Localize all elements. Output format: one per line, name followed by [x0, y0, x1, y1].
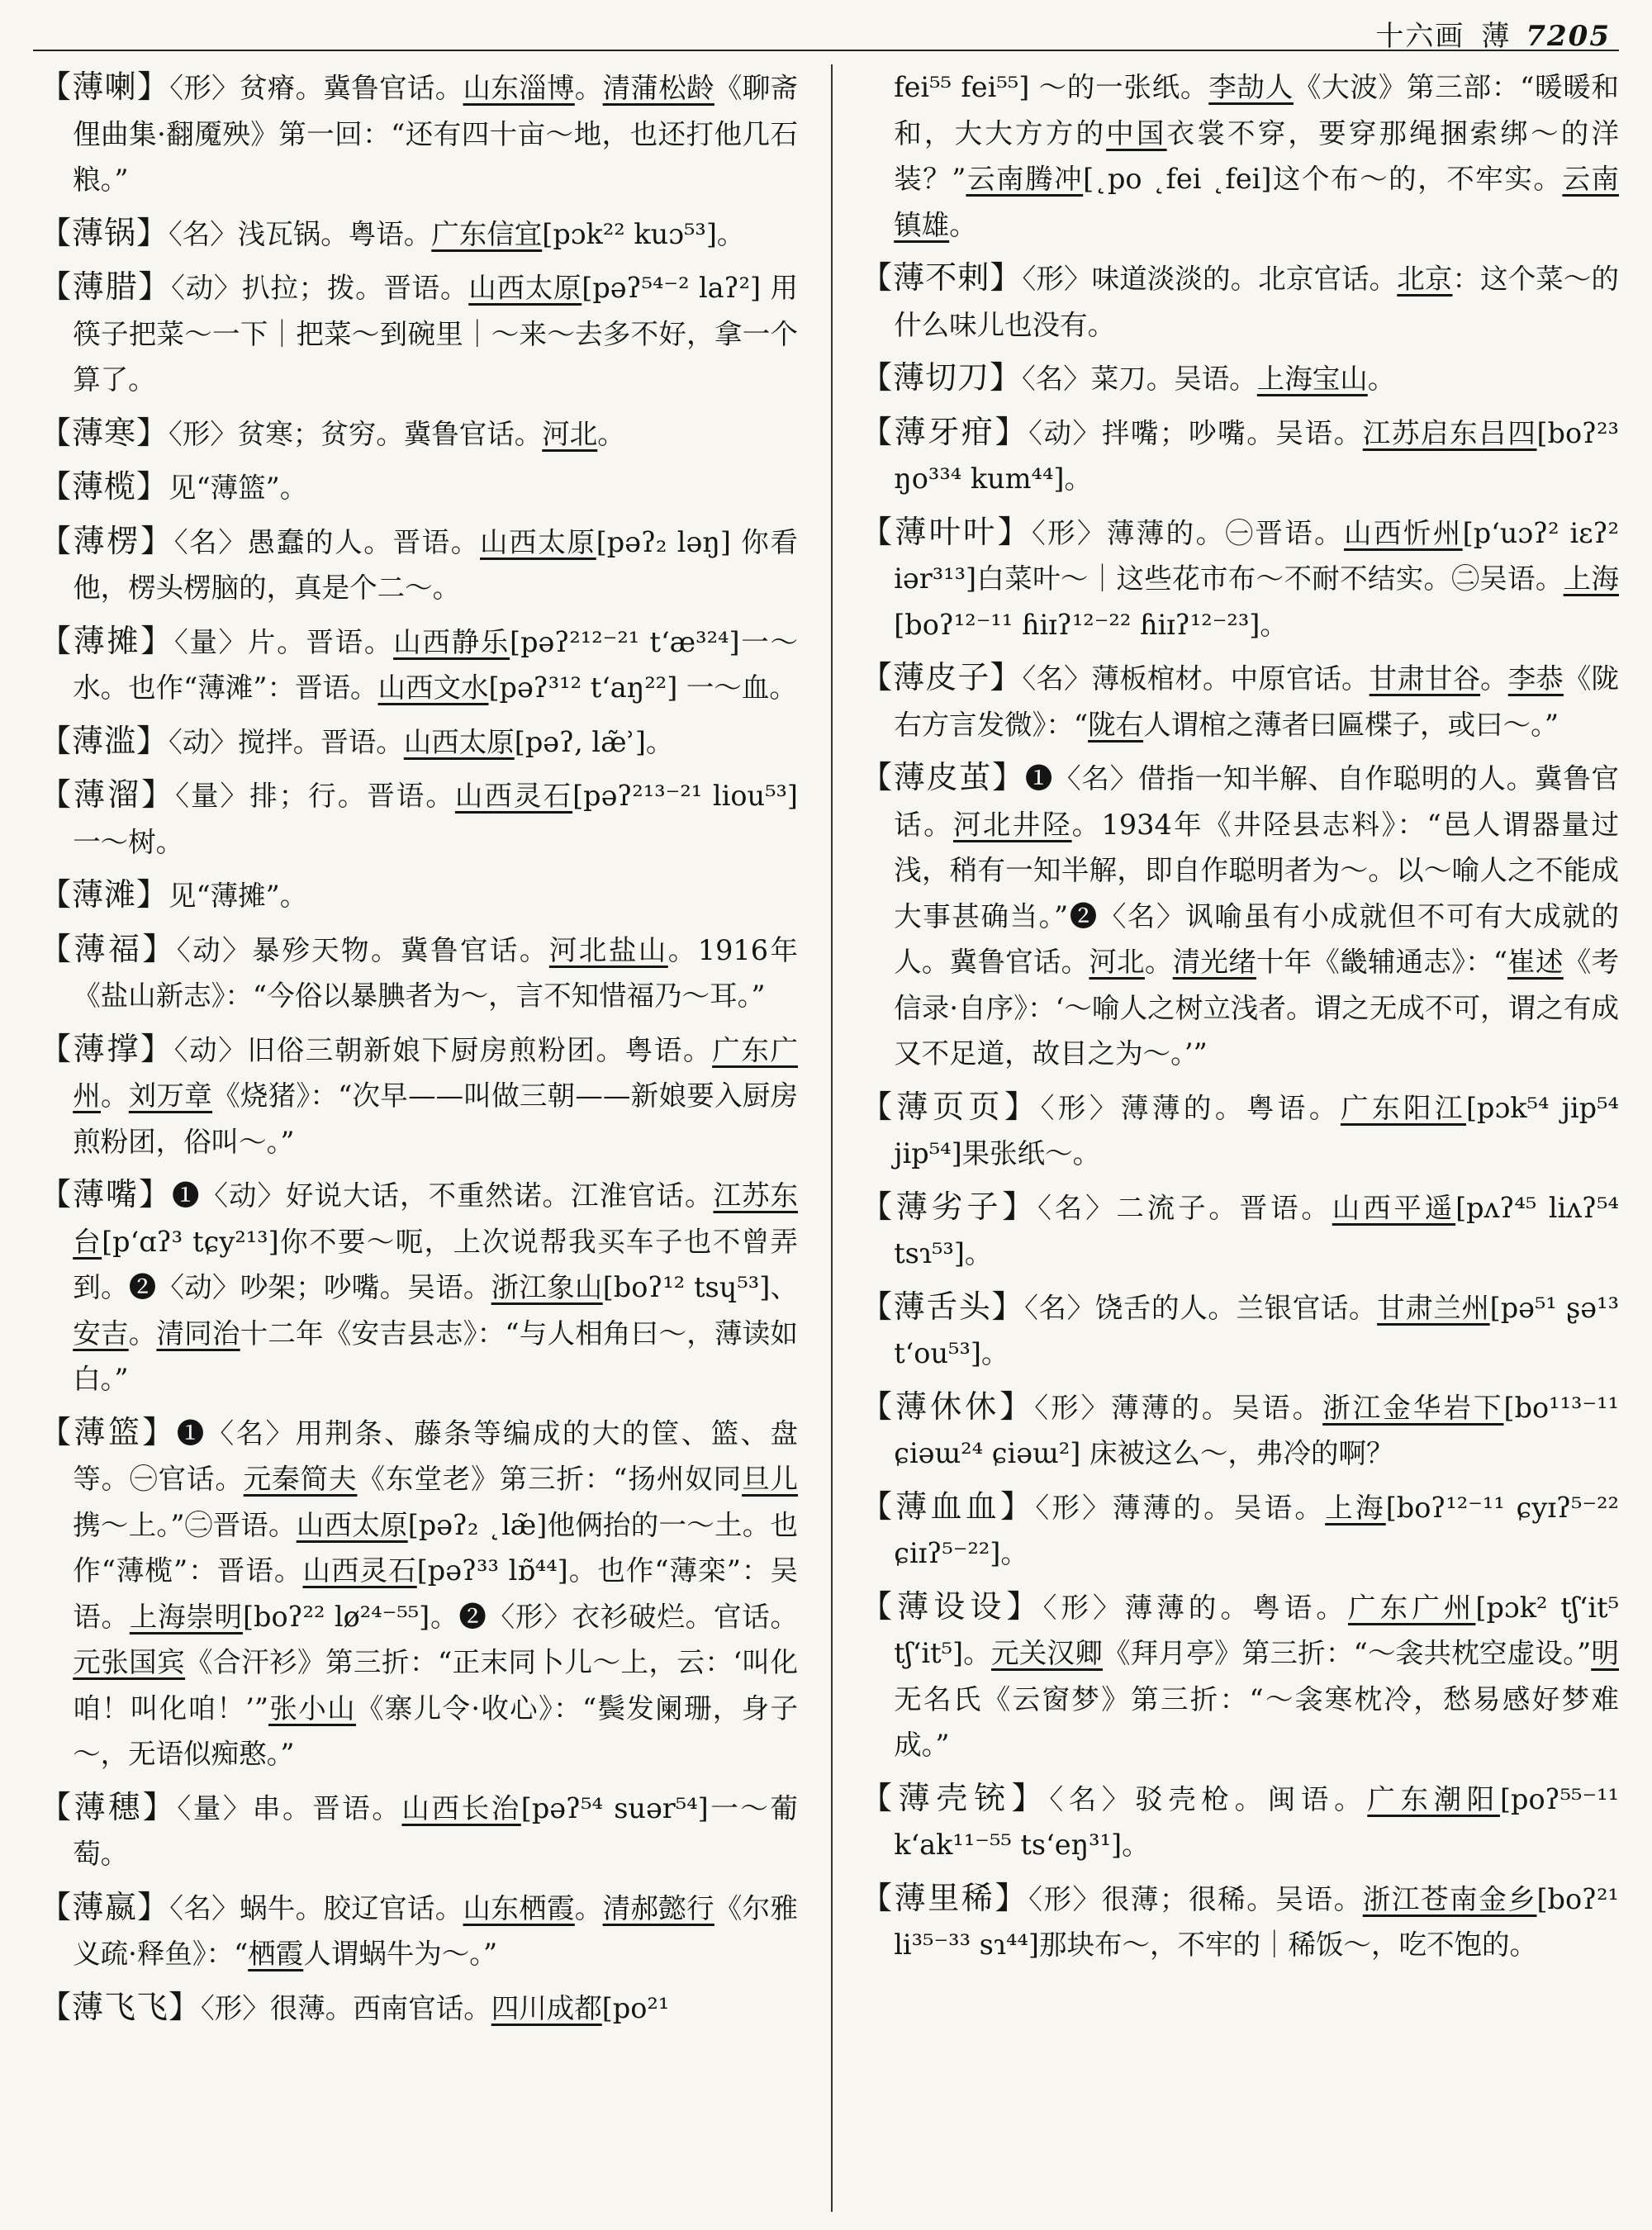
entry-text: 《东堂老》第三折：“扬州奴同 [357, 1463, 743, 1495]
right-column [861, 64, 1619, 1976]
head-character: 薄 [1481, 20, 1512, 53]
entry-headword: 【薄皮茧】 [861, 759, 1025, 795]
entry-text: 《陇右方言发微》：“ [894, 662, 1620, 741]
entry-text: 。 [574, 72, 603, 104]
entry-text: [boʔ¹² tsɥ⁵³]、 [602, 1271, 799, 1303]
entry-text: 《合汗衫》第三折：“正末同卜儿～上，云：‘叫化咱！叫化咱！’” [73, 1646, 799, 1725]
entry-text: ❶〈名〉借指一知半解、自作聪明的人。冀鲁官话。 [894, 762, 1619, 841]
entry-text: [boʔ²³ ŋo³³⁴ kum⁴⁴]。 [894, 416, 1619, 495]
underlined-term: 广东阳江 [1340, 1091, 1466, 1124]
entry-headword: 【薄篮】 [40, 1413, 177, 1450]
entry-headword: 【薄舌头】 [861, 1288, 1025, 1325]
running-head [1375, 13, 1611, 54]
entry-text: 〈形〉贫寒；贫穷。冀鲁官话。 [169, 417, 543, 450]
entry-text: [po²¹ [601, 1991, 670, 2024]
entry-text: 。 [1144, 946, 1173, 978]
dictionary-entry [40, 464, 798, 511]
entry-text: 携～上。”㊁晋语。 [73, 1508, 297, 1541]
entry-text: [pəʔ³¹² tʻaŋ²²] 一～血。 [488, 671, 797, 704]
entry-text: [pəʔ²¹²⁻²¹ tʻæ³²⁴]一～水。也作“薄滩”：晋语。 [73, 625, 798, 704]
underlined-term: 李劼人 [1208, 71, 1294, 103]
entry-text: [boʔ²² lø²⁴⁻⁵⁵]。❷〈形〉衣衫破烂。官话。 [242, 1600, 799, 1633]
entry-headword: 【薄溜】 [40, 776, 176, 813]
entry-text: 无名氏《云窗梦》第三折：“～衾寒枕冷，愁易感好梦难成。” [894, 1682, 1619, 1761]
underlined-term: 清蒲松龄 [602, 72, 714, 104]
entry-headword: 【薄锅】 [40, 214, 169, 251]
dictionary-entry [861, 755, 1619, 1077]
underlined-term: 江苏东台 [73, 1179, 798, 1258]
entry-text: 〈名〉愚蠢的人。晋语。 [173, 525, 480, 558]
underlined-term: 山西太原 [480, 525, 596, 558]
dictionary-entry [861, 1484, 1619, 1577]
entry-text: [˛po ˛fei ˛fei]这个布～的，不牢实。 [1083, 163, 1563, 195]
entry-text: [pɔk² tʃʻit⁵ tʃʻit⁵]。 [894, 1591, 1620, 1669]
underlined-term: 陇右 [1088, 708, 1144, 741]
entry-text: 〈动〉扒拉；拨。晋语。 [171, 272, 469, 304]
entry-text: [boʔ²¹ li³⁵⁻³³ sɿ⁴⁴]那块布～，不牢的｜稀饭～，吃不饱的。 [894, 1882, 1619, 1961]
entry-text: 《寨儿令·收心》：“鬓发阑珊，身子～，无语似痴憨。” [73, 1691, 799, 1770]
dictionary-entry [40, 264, 798, 403]
underlined-term: 山东淄博 [463, 72, 575, 104]
entry-headword: 【薄页页】 [861, 1088, 1041, 1125]
underlined-term: 刘万章 [128, 1079, 213, 1112]
underlined-term: 河北盐山 [548, 933, 668, 966]
dictionary-entry [861, 1876, 1619, 1968]
underlined-term: 清同治 [156, 1317, 240, 1350]
entry-text: [pʻɑʔ³ tɕy²¹³]你不要～呃，上次说帮我买车子也不曾弄到。❷〈动〉吵架；吵嘴。吴语。 [73, 1225, 799, 1303]
underlined-term: 元秦简夫 [243, 1463, 358, 1495]
dictionary-entry [861, 655, 1619, 747]
entry-text: [boʔ¹²⁻¹¹ ɦiɪʔ¹²⁻²² ɦiɪʔ¹²⁻²³]。 [894, 608, 1288, 641]
entry-text: 〈动〉旧俗三朝新娘下厨房煎粉团。粤语。 [173, 1033, 713, 1066]
entry-text: 。 [597, 417, 625, 450]
dictionary-entry [40, 1985, 798, 2032]
dictionary-entry [40, 1172, 798, 1402]
underlined-term: 云南腾冲 [966, 163, 1084, 195]
entry-headword: 【薄摊】 [40, 622, 174, 659]
entry-text: [pəʔ₂ ˛læ̃]他俩抬的一～土。也作“薄榄”：晋语。 [73, 1508, 799, 1587]
dictionary-entry [861, 64, 1619, 248]
dictionary-entry [40, 872, 798, 919]
dictionary-entry [40, 927, 798, 1019]
entry-text: [poʔ⁵⁵⁻¹¹ kʻak¹¹⁻⁵⁵ tsʻeŋ³¹]。 [894, 1782, 1619, 1861]
underlined-term: 山西忻州 [1344, 516, 1463, 549]
entry-headword: 【薄壳铳】 [861, 1779, 1050, 1816]
entry-text: 〈名〉薄板棺材。中原官话。 [1022, 662, 1370, 695]
entry-text: 衣裳不穿，要穿那绳捆索绑～的洋装？” [894, 116, 1620, 195]
dictionary-entry [40, 619, 798, 711]
entry-text: [pəʔ³³ lɒ̃⁴⁴]。也作“薄栾”：吴语。 [73, 1554, 798, 1633]
dictionary-entry [40, 64, 798, 203]
entry-headword: 【薄切刀】 [861, 359, 1023, 396]
page-number: 7205 [1526, 20, 1611, 53]
underlined-term: 甘肃甘谷 [1369, 662, 1481, 695]
underlined-term: 河北井陉 [953, 808, 1072, 841]
entry-text: 〈动〉搅拌。晋语。 [169, 725, 404, 758]
entry-headword: 【薄滩】 [40, 876, 169, 913]
entry-headword: 【薄设设】 [861, 1587, 1043, 1625]
entry-text: 人谓蜗牛为～。” [303, 1938, 498, 1970]
underlined-term: 山西太原 [403, 725, 515, 758]
entry-text: 〈名〉饶舌的人。兰银官话。 [1024, 1291, 1378, 1324]
dictionary-entry [861, 355, 1619, 402]
underlined-term: 广东潮阳 [1367, 1782, 1500, 1815]
section-label: 十六画 [1375, 20, 1465, 53]
underlined-term: 元张国宾 [73, 1646, 186, 1678]
entry-text: [pəʔ²¹³⁻²¹ liou⁵³] 一～树。 [73, 780, 799, 858]
entry-headword: 【薄飞飞】 [40, 1988, 202, 2025]
underlined-term: 元关汉卿 [991, 1637, 1103, 1669]
entry-text: 见“薄摊”。 [169, 880, 308, 912]
entry-text: [pəʔ, læ̃ʾ]。 [514, 725, 674, 758]
entry-headword: 【薄嘴】 [40, 1176, 172, 1212]
underlined-term: 山西太原 [296, 1508, 408, 1541]
underlined-term: 明 [1591, 1637, 1620, 1669]
entry-text: 〈量〉串。晋语。 [177, 1791, 402, 1824]
entry-headword: 【薄楞】 [40, 522, 174, 559]
underlined-term: 山西灵石 [302, 1554, 417, 1587]
column-divider [831, 64, 833, 2212]
entry-text: 〈名〉蜗牛。胶辽官话。 [169, 1891, 463, 1924]
entry-text: [pə⁵¹ ʂə¹³ tʻou⁵³]。 [894, 1291, 1619, 1369]
underlined-term: 山西太原 [468, 272, 582, 304]
dictionary-entry [861, 1084, 1619, 1177]
entry-headword: 【薄叶叶】 [861, 513, 1032, 550]
entry-text: ：这个菜～的什么味儿也没有。 [894, 263, 1620, 341]
underlined-term: 上海 [1563, 562, 1619, 595]
left-column [40, 64, 798, 2038]
entry-text: 〈形〉很薄；很稀。吴语。 [1028, 1882, 1363, 1915]
underlined-term: 张小山 [268, 1691, 356, 1725]
underlined-term: 清郝懿行 [602, 1891, 714, 1924]
header-rule [33, 50, 1619, 51]
entry-text: 〈形〉味道淡淡的。北京官话。 [1022, 263, 1398, 295]
dictionary-entry [40, 1027, 798, 1165]
entry-text: 〈名〉二流子。晋语。 [1037, 1191, 1332, 1224]
underlined-term: 广东信宜 [431, 217, 543, 250]
underlined-term: 北京 [1397, 263, 1453, 295]
entry-headword: 【薄里稀】 [861, 1879, 1029, 1916]
underlined-term: 甘肃兰州 [1377, 1291, 1490, 1324]
dictionary-entry [861, 1584, 1619, 1768]
entry-headword: 【薄血血】 [861, 1487, 1036, 1525]
entry-text: 人谓棺之薄者曰匾楪子，或曰～。” [1143, 708, 1559, 741]
entry-text: 。 [949, 208, 977, 241]
entry-text: 。 [1367, 363, 1396, 395]
entry-text: 。 [1480, 662, 1508, 695]
entry-headword: 【薄寒】 [40, 414, 169, 451]
underlined-term: 上海宝山 [1256, 363, 1368, 395]
page-header [33, 8, 1619, 51]
entry-text: 〈形〉薄薄的。粤语。 [1040, 1091, 1341, 1124]
entry-text: 。 [128, 1317, 157, 1350]
entry-headword: 【薄榄】 [40, 468, 169, 505]
entry-text: 〈形〉薄薄的。㊀晋语。 [1031, 516, 1345, 549]
entry-text: 十年《畿辅通志》：“ [1256, 946, 1508, 978]
dictionary-entry [40, 519, 798, 611]
underlined-term: 安吉 [73, 1317, 129, 1350]
dictionary-entry [40, 1885, 798, 1977]
entry-text: 〈名〉浅瓦锅。粤语。 [169, 217, 432, 250]
entry-headword: 【薄滥】 [40, 722, 169, 759]
underlined-term: 浙江象山 [491, 1271, 603, 1303]
entry-headword: 【薄劣子】 [861, 1188, 1038, 1225]
entry-text: 〈形〉很薄。西南官话。 [201, 1991, 491, 2024]
entry-text: 〈量〉片。晋语。 [173, 625, 394, 658]
entry-text: 《烧猪》：“次早——叫做三朝——新娘要入厨房煎粉团，俗叫～。” [73, 1079, 799, 1158]
entry-text: 〈名〉驳壳枪。闽语。 [1049, 1782, 1368, 1815]
underlined-term: 江苏启东吕四 [1362, 416, 1537, 449]
underlined-term: 崔述 [1507, 946, 1564, 978]
entry-text: 。 [100, 1079, 129, 1112]
entry-text: [pʌʔ⁴⁵ liʌʔ⁵⁴ tsɿ⁵³]。 [894, 1191, 1619, 1269]
entry-headword: 【薄嬴】 [40, 1888, 170, 1925]
entry-text: [pəʔ⁵⁴⁻² laʔ²] 用筷子把菜～一下｜把菜～到碗里｜～来～去多不好，拿一个算了。 [73, 272, 799, 396]
underlined-term: 四川成都 [491, 1991, 602, 2024]
underlined-term: 上海 [1325, 1491, 1386, 1524]
entry-headword: 【薄福】 [40, 930, 177, 967]
dictionary-entry [861, 255, 1619, 348]
entry-text: 〈量〉排；行。晋语。 [175, 780, 455, 812]
underlined-term: 山西文水 [377, 671, 489, 704]
entry-text: fei⁵⁵ fei⁵⁵] ～的一张纸。 [894, 71, 1209, 103]
entry-text: 。1934年《井陉县志料》：“邑人谓器量过浅，稍有一知半解，即自作聪明者为～。以～喻人之不能成大事甚确当。”❷〈名〉讽喻虽有小成就但不可有大成就的人。冀鲁官话。 [894, 808, 1620, 978]
entry-text: 〈形〉薄薄的。吴语。 [1035, 1491, 1326, 1524]
entry-headword: 【薄皮子】 [861, 659, 1023, 695]
dictionary-entry [861, 1284, 1619, 1377]
dictionary-entry [40, 410, 798, 458]
dictionary-entry [861, 1776, 1619, 1868]
entry-text: [bo¹¹³⁻¹¹ ɕiəɯ²⁴ ɕiəɯ²] 床被这么～，弗冷的啊？ [894, 1391, 1620, 1469]
dictionary-entry [40, 719, 798, 766]
underlined-term: 山西长治 [401, 1791, 521, 1824]
underlined-term: 旦儿 [742, 1463, 799, 1495]
underlined-term: 河北 [542, 417, 598, 450]
underlined-term: 山东栖霞 [463, 1891, 575, 1924]
entry-headword: 【薄喇】 [40, 69, 170, 105]
entry-text: [pʻuɔʔ² iɛʔ² iər³¹³]白菜叶～｜这些花市布～不耐不结实。㊁吴语。 [894, 516, 1620, 595]
underlined-term: 上海崇明 [129, 1600, 243, 1633]
entry-headword: 【薄休休】 [861, 1388, 1035, 1425]
dictionary-entry [861, 1184, 1619, 1277]
entry-text: [pəʔ⁵⁴ suər⁵⁴]一～葡萄。 [73, 1791, 799, 1870]
dictionary-entry [861, 510, 1619, 648]
underlined-term: 云南镇雄 [894, 163, 1619, 241]
dictionary-entry [861, 410, 1619, 502]
dictionary-entry [40, 772, 798, 865]
underlined-term: 清光绪 [1172, 946, 1256, 978]
underlined-term: 山西灵石 [454, 780, 573, 812]
entry-text: 《大波》第三部：“暖暖和和，大大方方的 [894, 71, 1619, 149]
entry-text: 《聊斋俚曲集·翻魇殃》第一回：“还有四十亩～地，也还打他几石粮。” [73, 72, 799, 196]
entry-text: 。1916年《盐山新志》：“今俗以暴腆者为～，言不知惜福乃～耳。” [73, 933, 799, 1012]
underlined-term: 山西静乐 [393, 625, 510, 658]
entry-headword: 【薄撑】 [40, 1030, 174, 1067]
dictionary-entry [40, 211, 798, 258]
entry-headword: 【薄不剌】 [861, 259, 1023, 296]
dictionary-entry [40, 1410, 798, 1777]
entry-text: [pɔk⁵⁴ jip⁵⁴ jip⁵⁴]果张纸～。 [894, 1091, 1619, 1170]
underlined-term: 广东广州 [73, 1033, 798, 1112]
underlined-term: 河北 [1089, 946, 1145, 978]
entry-text: 〈动〉拌嘴；吵嘴。吴语。 [1028, 416, 1363, 449]
entry-text: 十二年《安吉县志》：“与人相角曰～，薄读如白。” [73, 1317, 799, 1395]
underlined-term: 中国 [1106, 116, 1167, 149]
entry-text: 《考信录·自序》：‘～喻人之树立浅者。谓之无成不可，谓之有成又不足道，故目之为～。’” [894, 946, 1620, 1070]
entry-text: ❶〈动〉好说大话，不重然诺。江淮官话。 [172, 1179, 714, 1212]
dictionary-entry [861, 1384, 1619, 1477]
entry-text: 〈动〉暴殄天物。冀鲁官话。 [176, 933, 549, 966]
entry-text: 《尔雅义疏·释鱼》：“ [73, 1891, 799, 1970]
underlined-term: 山西平遥 [1332, 1191, 1456, 1224]
entry-headword: 【薄穗】 [40, 1788, 178, 1825]
entry-text: 《拜月亭》第三折：“～衾共枕空虚设。” [1103, 1637, 1592, 1669]
underlined-term: 李恭 [1507, 662, 1564, 695]
underlined-term: 浙江苍南金乡 [1362, 1882, 1537, 1915]
entry-text: 〈形〉贫瘠。冀鲁官话。 [169, 72, 463, 104]
entry-headword: 【薄牙疳】 [861, 413, 1029, 450]
entry-text: ❶〈名〉用荆条、藤条等编成的大的筐、篮、盘等。㊀官话。 [73, 1416, 798, 1495]
entry-text: [pɔk²² kuɔ⁵³]。 [542, 217, 745, 250]
entry-text: 〈形〉薄薄的。吴语。 [1034, 1391, 1323, 1424]
entry-text: 见“薄篮”。 [169, 472, 308, 504]
entry-headword: 【薄腊】 [40, 268, 172, 305]
entry-text: [pəʔ₂ ləŋ] 你看他，楞头楞脑的，真是个二～。 [73, 525, 798, 604]
dictionary-entry [40, 1785, 798, 1877]
entry-text: 〈形〉薄薄的。粤语。 [1042, 1591, 1348, 1624]
underlined-term: 栖霞 [248, 1938, 304, 1970]
entry-text: 〈名〉菜刀。吴语。 [1022, 363, 1257, 395]
underlined-term: 广东广州 [1347, 1591, 1476, 1624]
underlined-term: 浙江金华岩下 [1322, 1391, 1504, 1424]
entry-text: 。 [574, 1891, 603, 1924]
entry-text: [boʔ¹²⁻¹¹ ɕyɪʔ⁵⁻²² ɕiɪʔ⁵⁻²²]。 [894, 1491, 1620, 1569]
